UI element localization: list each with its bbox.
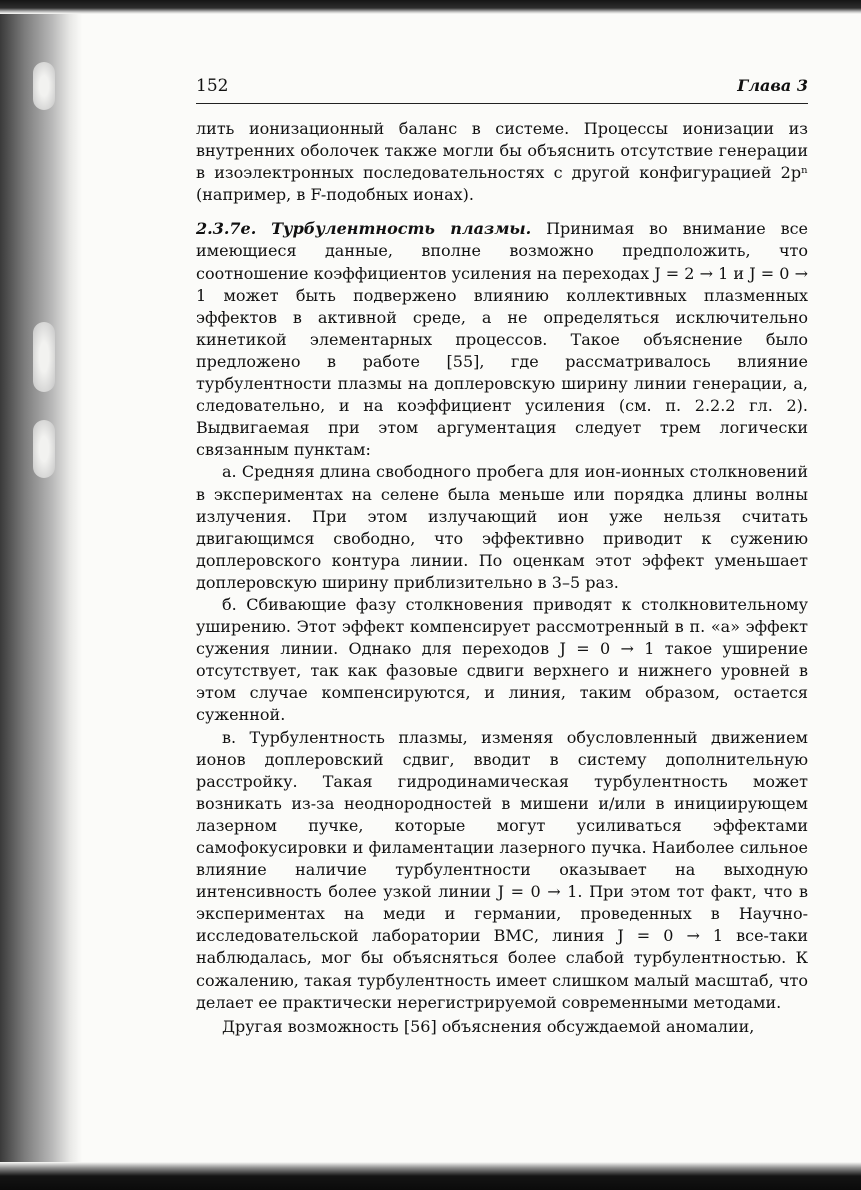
scan-top-edge: [0, 0, 861, 14]
paragraph: лить ионизационный баланс в системе. Процессы ионизации из внутренних оболочек также могли бы объяснить отсутствие генерации в изоэлектронных последовательностях с другой конфигурацией 2pⁿ (например, в F-подобных ионах).: [196, 119, 808, 205]
section-text: Принимая во внимание все имеющиеся данные, вполне возможно предположить, что соотношение коэффициентов усиления на переходах J = 2 → 1 и J = 0 → 1 может быть подвержено влиянию коллективных плазменных эффектов в активной среде, а не определяться исключительно кинетикой элементарных процессов. Такое объяснение было предложено в работе [55], где рассматривалось влияние турбулентности плазмы на доплеровскую ширину линии генерации, а, следовательно, и на коэффициент усиления (см. п. 2.2.2 гл. 2). Выдвигаемая при этом аргументация следует трем логически связанным пунктам:: [196, 219, 808, 460]
binding-hole: [33, 420, 55, 478]
chapter-title: Глава 3: [737, 76, 808, 95]
section-title: Турбулентность плазмы.: [271, 219, 532, 239]
section-number: 2.3.7e.: [196, 219, 257, 239]
page-number: 152: [196, 76, 229, 96]
list-item-a: а. Средняя длина свободного пробега для ион-ионных столкновений в экспериментах на селене была меньше или порядка длины волны излучения. При этом излучающий ион уже нельзя считать двигающимся свободно, что эффективно приводит к сужению доплеровского контура линии. По оценкам этот эффект уменьшает доплеровскую ширину приблизительно в 3–5 раз.: [196, 462, 808, 592]
section-paragraph: [196, 218, 808, 461]
header-rule: [196, 103, 808, 104]
list-item-b: б. Сбивающие фазу столкновения приводят к столкновительному уширению. Этот эффект компенсирует рассмотренный в п. «а» эффект сужения линии. Однако для переходов J = 0 → 1 такое уширение отсутствует, так как фазовые сдвиги верхнего и нижнего уровней в этом случае компенсируются, и линия, таким образом, остается суженной.: [196, 594, 808, 725]
paragraph-last: Другая возможность [56] объяснения обсуждаемой аномалии,: [222, 1016, 755, 1036]
scan-bottom-edge: [0, 1162, 861, 1190]
binding-hole: [33, 62, 55, 110]
page-body: [196, 118, 808, 1038]
list-item-c: в. Турбулентность плазмы, изменяя обусловленный движением ионов доплеровский сдвиг, вводит в систему дополнительную расстройку. Такая гидродинамическая турбулентность может возникать из-за неоднородностей в мишени и/или в инициирующем лазерном пучке, которые могут усиливаться эффектами самофокусировки и филаментации лазерного пучка. Наиболее сильное влияние наличие турбулентности оказывает на выходную интенсивность более узкой линии J = 0 → 1. При этом тот факт, что в экспериментах на меди и германии, проведенных в Научно-исследовательской лаборатории ВМС, линия J = 0 → 1 все-таки наблюдалась, мог бы объясняться более слабой турбулентностью. К сожалению, такая турбулентность имеет слишком малый масштаб, что делает ее практически нерегистрируемой современными методами.: [196, 727, 808, 1012]
binding-hole: [33, 322, 55, 392]
scan-left-edge: [0, 0, 82, 1190]
running-head: [196, 76, 808, 100]
